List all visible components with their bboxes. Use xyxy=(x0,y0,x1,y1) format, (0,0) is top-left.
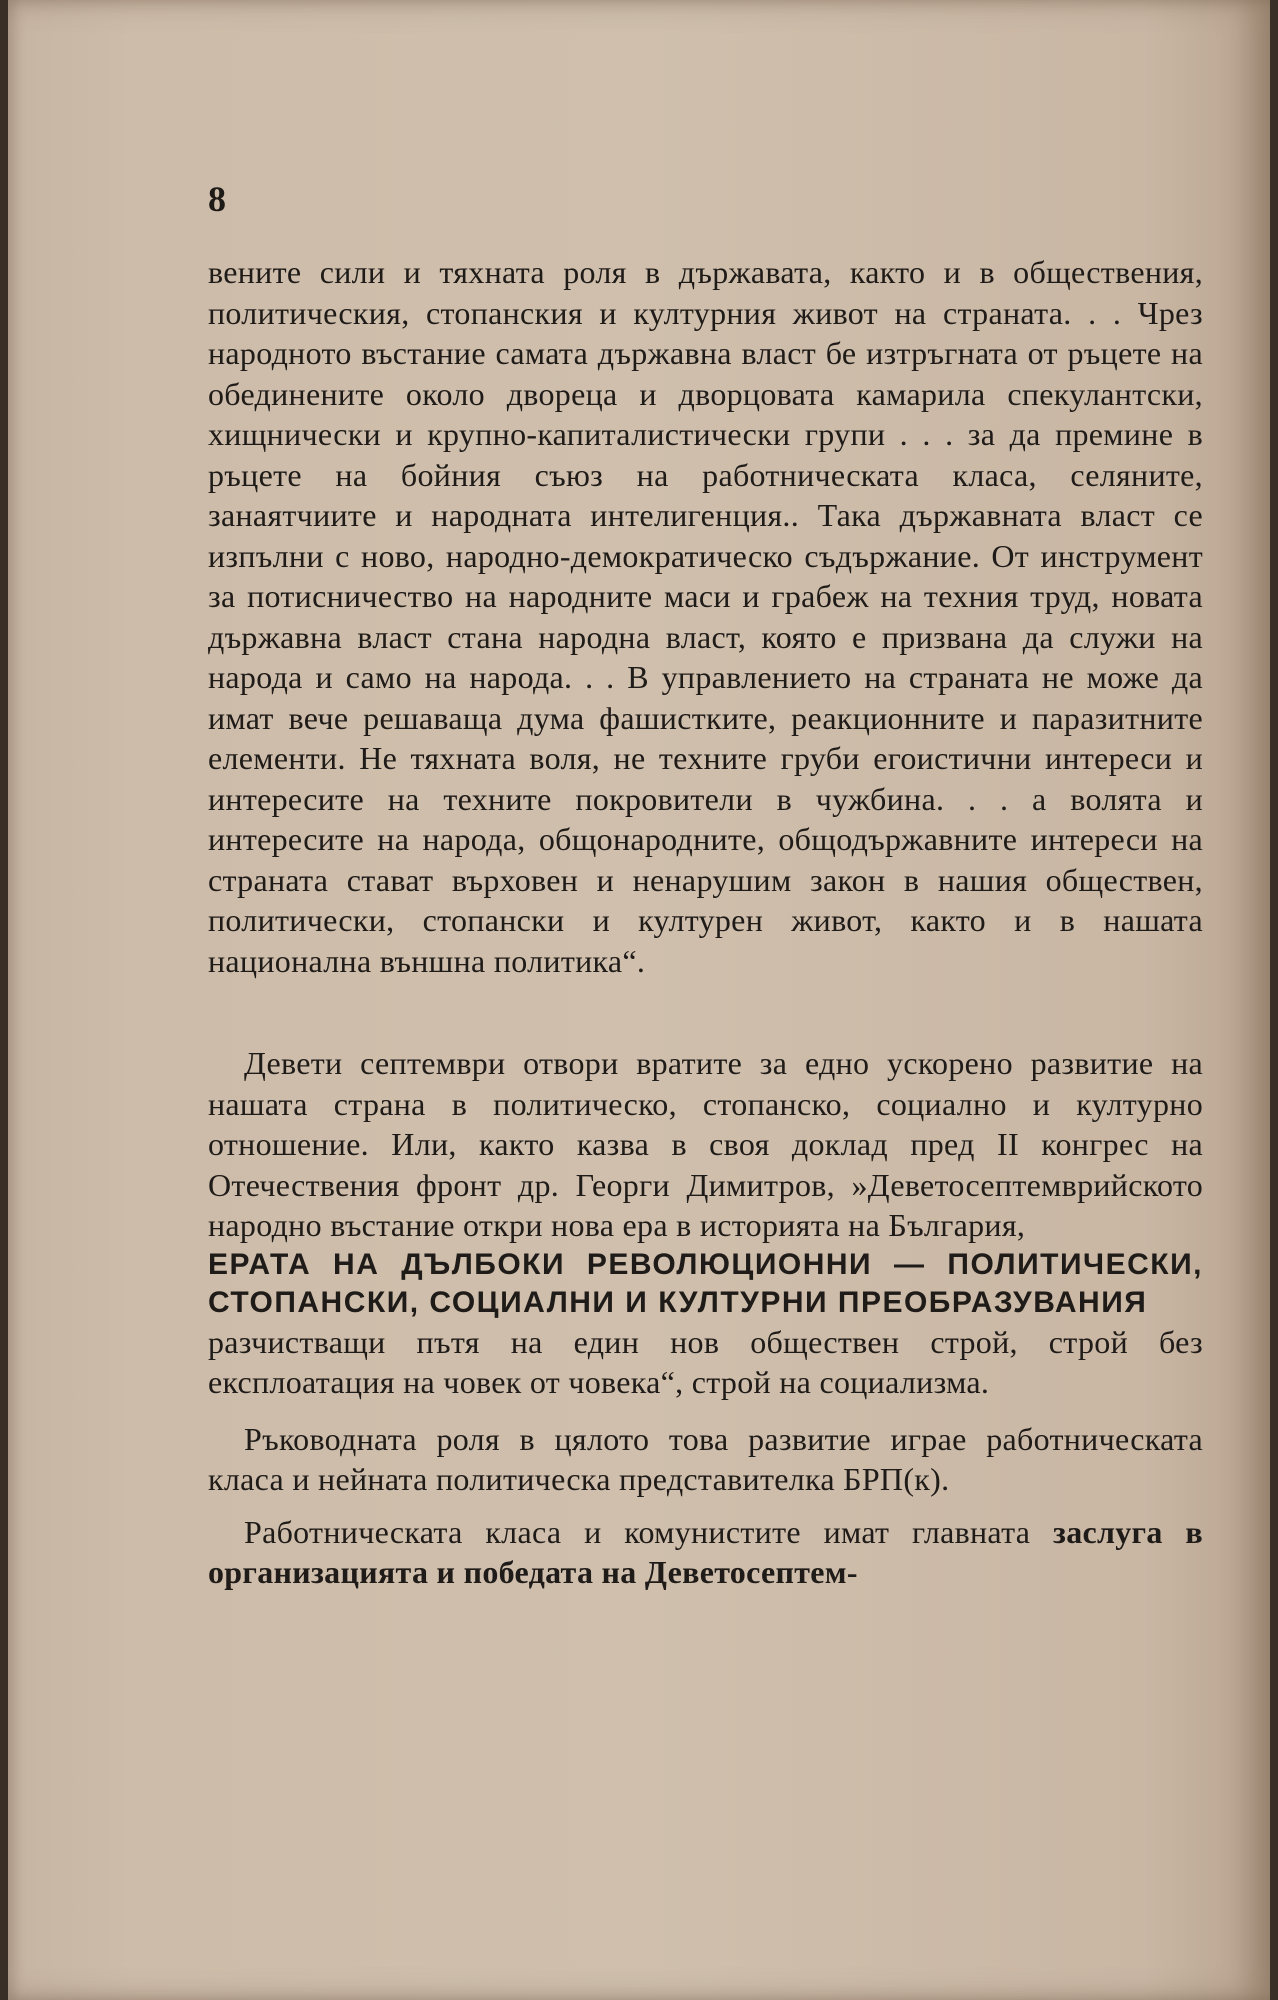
workers-merit-paragraph xyxy=(208,1512,1203,1593)
september-ninth-paragraph: Девети септември отвори вратите за едно ускорено развитие на нашата страна в политическо, стопанско, социално и културно отношение. Или, както казва в своя доклад пред II конгрес на Отечествения фронт др. Георги Димитров, »Деветосептемврийското народно въстание откри нова ера в историята на България, xyxy=(208,1045,1203,1243)
section-heading: ЕРАТА НА ДЪЛБОКИ РЕВОЛЮЦИОННИ — ПОЛИТИЧЕСКИ, СТОПАНСКИ, СОЦИАЛНИ И КУЛТУРНИ ПРЕОБРАЗУВАНИЯ xyxy=(208,1247,1203,1319)
workers-merit-start: Работническата класа и комунистите имат главната xyxy=(244,1513,1031,1550)
book-page xyxy=(8,0,1270,2000)
workers-merit-bold: заслуга в организацията и победата на Деветосептем- xyxy=(208,1513,1203,1590)
page-number: 8 xyxy=(208,179,226,219)
clearing-path-paragraph: разчистващи пътя на един нов обществен строй, строй без експлоатация на човек от човека“, строй на социализма. xyxy=(208,1323,1203,1400)
quote-paragraph: вените сили и тяхната роля в държавата, както и в обществения, политическия, стопанския и културния живот на страната. . . Чрез народното въстание самата държавна власт бе изтръгната от ръцете на обединените около двореца и дворцовата камарила спекулантски, хищнически и крупно-капиталистически групи . . . за да премине в ръцете на бойния съюз на работническата класа, селяните, занаятчиите и народната интелигенция.. Така държавната власт се изпълни с ново, народно-демократическо съдържание. От инструмент за потисничество на народните маси и грабеж на техния труд, новата държавна власт стана народна власт, която е призвана да служи на народа и само на народа. . . В управлението на страната не може да имат вече решаваща дума фашистките, реакционните и паразитните елементи. Не тяхната воля, не техните груби егоистични интереси и интересите на техните покровители в чужбина. . . а волята и интересите на народа, общонародните, общодържавните интереси на страната стават върховен и ненарушим закон в нашия обществен, политически, стопански и културен живот, както и в нашата национална външна политика“. xyxy=(208,254,1203,979)
body-text xyxy=(208,252,1203,1593)
leading-role-paragraph: Ръководната роля в цялото това развитие играе работническата класа и нейната политическа представителка БРП(к). xyxy=(208,1420,1203,1497)
